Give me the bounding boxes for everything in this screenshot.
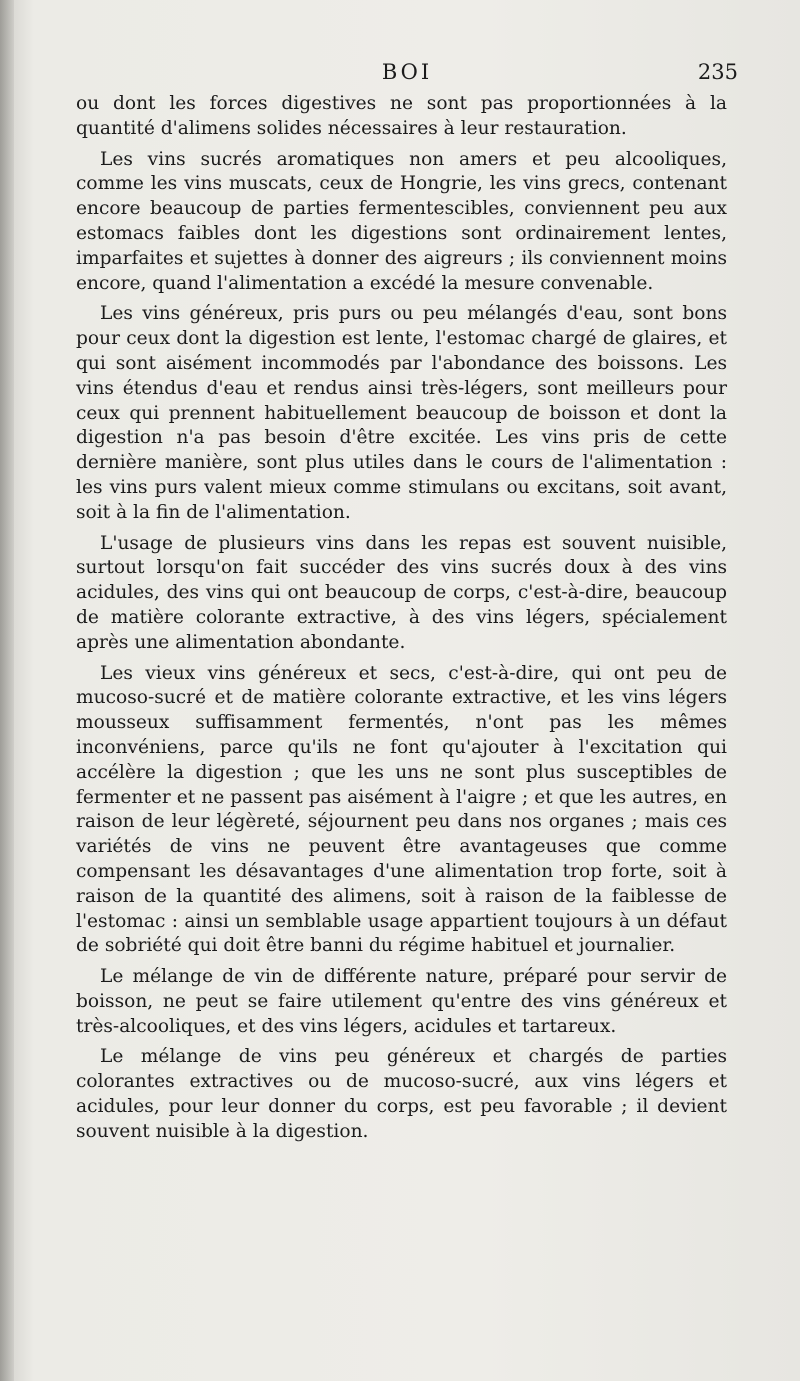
paragraph: Les vieux vins généreux et secs, c'est-à-dire, qui ont peu de mucoso-sucré et de matière colorante extractive, et les vins légers mousseux suffisamment fermentés, n'ont pas les mêmes inconvéniens, parce qu'ils ne font qu'ajouter à l'excitation qui accélère la digestion ; que les uns ne sont plus susceptibles de fermenter et ne passent pas aisément à l'aigre ; et que les autres, en raison de leur légèreté, séjournent peu dans nos organes ; mais ces variétés de vins ne peuvent être avantageuses que comme compensant les désavantages d'une alimentation trop forte, soit à raison de la quantité des alimens, soit à raison de la faiblesse de l'estomac : ainsi un semblable usage appartient toujours à un défaut de sobriété qui doit être banni du régime habituel et journalier.	[76, 662, 727, 957]
body-text	[76, 92, 727, 1151]
paragraph: L'usage de plusieurs vins dans les repas est souvent nuisible, surtout lorsqu'on fait succéder des vins sucrés doux à des vins acidules, des vins qui ont beaucoup de corps, c'est-à-dire, beaucoup de matière colorante extractive, à des vins légers, spécialement après une alimentation abondante.	[76, 532, 727, 653]
page-header	[76, 60, 738, 90]
page-number: 235	[697, 60, 738, 84]
paragraph: Les vins sucrés aromatiques non amers et peu alcooliques, comme les vins muscats, ceux de Hongrie, les vins grecs, contenant encore beaucoup de parties fermentescibles, conviennent peu aux estomacs faibles dont les digestions sont ordinairement lentes, imparfaites et sujettes à donner des aigreurs ; ils conviennent moins encore, quand l'alimentation a excédé la mesure convenable.	[76, 148, 727, 294]
paragraph: Les vins généreux, pris purs ou peu mélangés d'eau, sont bons pour ceux dont la digestion est lente, l'estomac chargé de glaires, et qui sont aisément incommodés par l'abondance des boissons. Les vins étendus d'eau et rendus ainsi très-légers, sont meilleurs pour ceux qui prennent habituellement beaucoup de boisson et dont la digestion n'a pas besoin d'être excitée. Les vins pris de cette dernière manière, sont plus utiles dans le cours de l'alimentation : les vins purs valent mieux comme stimulans ou excitans, soit avant, soit à la fin de l'alimentation.	[76, 303, 727, 523]
page-gutter-shadow	[0, 0, 14, 1381]
paragraph-continuation: ou dont les forces digestives ne sont pas proportionnées à la quantité d'alimens solides nécessaires à leur restauration.	[76, 93, 727, 139]
running-title: BOI	[381, 60, 433, 84]
paragraph: Le mélange de vin de différente nature, préparé pour servir de boisson, ne peut se faire utilement qu'entre des vins généreux et très-alcooliques, et des vins légers, acidules et tartareux.	[76, 966, 727, 1037]
paragraph: Le mélange de vins peu généreux et chargés de parties colorantes extractives ou de mucoso-sucré, aux vins légers et acidules, pour leur donner du corps, est peu favorable ; il devient souvent nuisible à la digestion.	[76, 1046, 727, 1142]
